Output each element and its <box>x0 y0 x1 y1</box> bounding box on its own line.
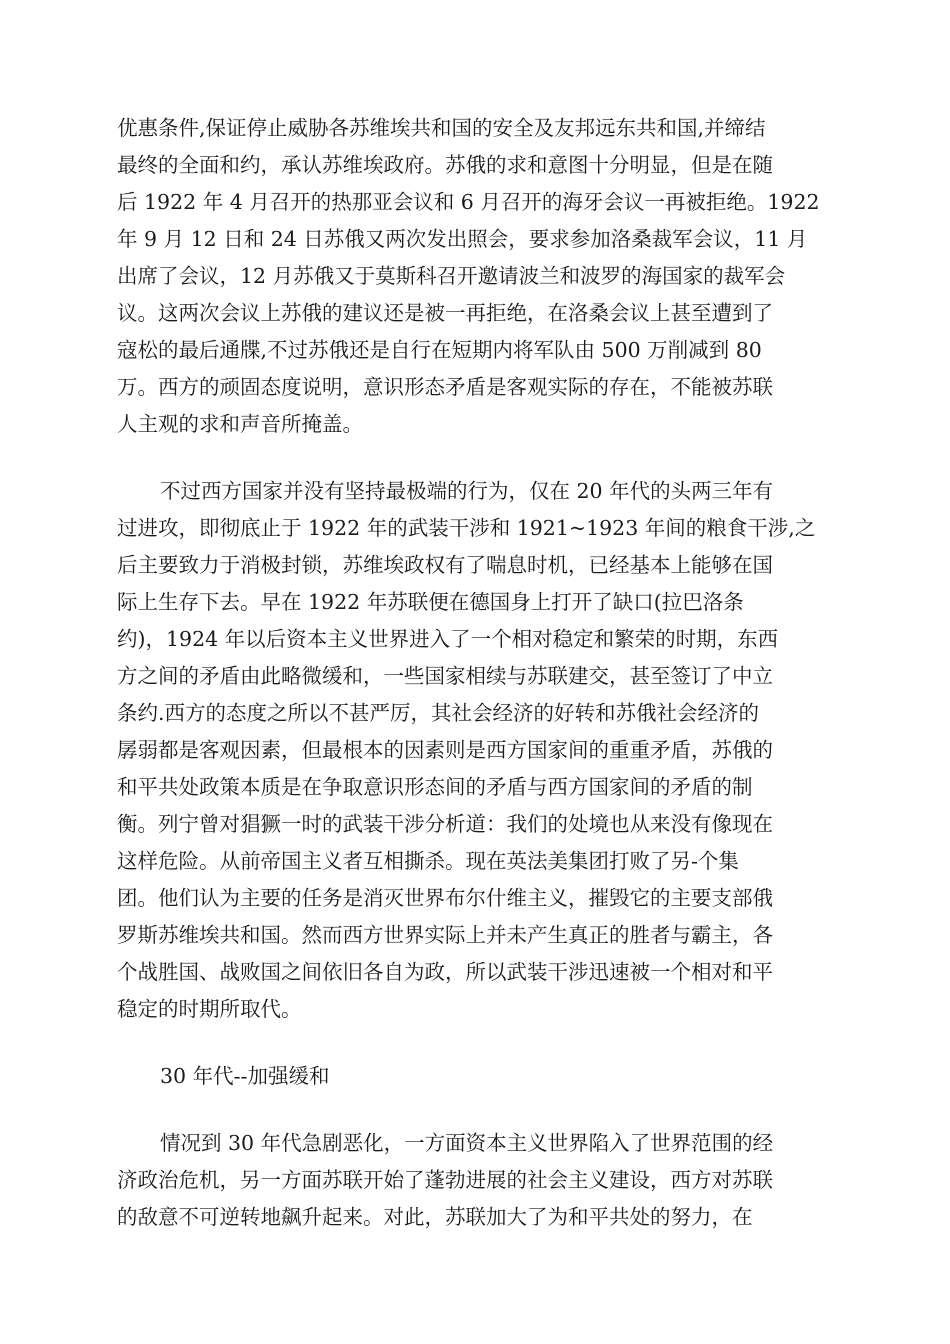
paragraph-2-line-4: 际上生存下去。早在 1922 年苏联便在德国身上打开了缺口(拉巴洛条 <box>117 590 744 614</box>
paragraph-1-line-7: 寇松的最后通牒,不过苏俄还是自行在短期内将军队由 500 万削减到 80 <box>117 338 762 362</box>
paragraph-1-line-1: 优惠条件,保证停止威胁各苏维埃共和国的安全及友邦远东共和国,并缔结 <box>117 116 766 140</box>
paragraph-3-line-1: 情况到 30 年代急剧恶化，一方面资本主义世界陷入了世界范围的经 <box>160 1131 774 1155</box>
paragraph-2-line-11: 这样危险。从前帝国主义者互相撕杀。现在英法美集团打败了另-个集 <box>117 849 739 873</box>
paragraph-2-line-6: 方之间的矛盾由此略微缓和，一些国家相续与苏联建交，甚至签订了中立 <box>117 664 773 688</box>
paragraph-2-line-15: 稳定的时期所取代。 <box>117 997 302 1021</box>
paragraph-1-line-4: 年 9 月 12 日和 24 日苏俄又两次发出照会，要求参加洛桑裁军会议，11 月 <box>117 227 808 251</box>
paragraph-2-line-5: 约)，1924 年以后资本主义世界进入了一个相对稳定和繁荣的时期，东西 <box>117 627 779 651</box>
paragraph-3-line-3: 的敌意不可逆转地飙升起来。对此，苏联加大了为和平共处的努力，在 <box>117 1205 753 1229</box>
paragraph-1-line-6: 议。这两次会议上苏俄的建议还是被一再拒绝，在洛桑会议上甚至遭到了 <box>117 301 773 325</box>
paragraph-2-line-14: 个战胜国、战败国之间依旧各自为政，所以武装干涉迅速被一个相对和平 <box>117 960 773 984</box>
paragraph-2-line-8: 孱弱都是客观因素，但最根本的因素则是西方国家间的重重矛盾，苏俄的 <box>117 738 773 762</box>
paragraph-2-line-13: 罗斯苏维埃共和国。然而西方世界实际上并未产生真正的胜者与霸主，各 <box>117 923 773 947</box>
paragraph-1-line-2: 最终的全面和约，承认苏维埃政府。苏俄的求和意图十分明显，但是在随 <box>117 153 773 177</box>
paragraph-2-line-7: 条约.西方的态度之所以不甚严厉，其社会经济的好转和苏俄社会经济的 <box>117 701 760 725</box>
paragraph-2-line-10: 衡。列宁曾对猖獗一时的武装干涉分析道：我们的处境也从来没有像现在 <box>117 812 773 836</box>
paragraph-1-line-3: 后 1922 年 4 月召开的热那亚会议和 6 月召开的海牙会议一再被拒绝。1922 <box>117 190 820 214</box>
paragraph-1-line-5: 出席了会议，12 月苏俄又于莫斯科召开邀请波兰和波罗的海国家的裁军会 <box>117 264 786 288</box>
paragraph-2-line-12: 团。他们认为主要的任务是消灭世界布尔什维主义，摧毁它的主要支部俄 <box>117 886 773 910</box>
paragraph-1-line-8: 万。西方的顽固态度说明，意识形态矛盾是客观实际的存在，不能被苏联 <box>117 375 773 399</box>
paragraph-2-line-2: 过进攻，即彻底止于 1922 年的武装干涉和 1921~1923 年间的粮食干涉,之 <box>117 516 816 540</box>
paragraph-2-line-3: 后主要致力于消极封锁，苏维埃政权有了喘息时机，已经基本上能够在国 <box>117 553 773 577</box>
paragraph-1-line-9: 人主观的求和声音所掩盖。 <box>117 412 363 436</box>
paragraph-3-line-2: 济政治危机，另一方面苏联开始了蓬勃进展的社会主义建设，西方对苏联 <box>117 1168 773 1192</box>
paragraph-2-line-9: 和平共处政策本质是在争取意识形态间的矛盾与西方国家间的矛盾的制 <box>117 775 753 799</box>
paragraph-2-line-1: 不过西方国家并没有坚持最极端的行为，仅在 20 年代的头两三年有 <box>160 479 774 503</box>
section-heading: 30 年代--加强缓和 <box>160 1064 330 1088</box>
